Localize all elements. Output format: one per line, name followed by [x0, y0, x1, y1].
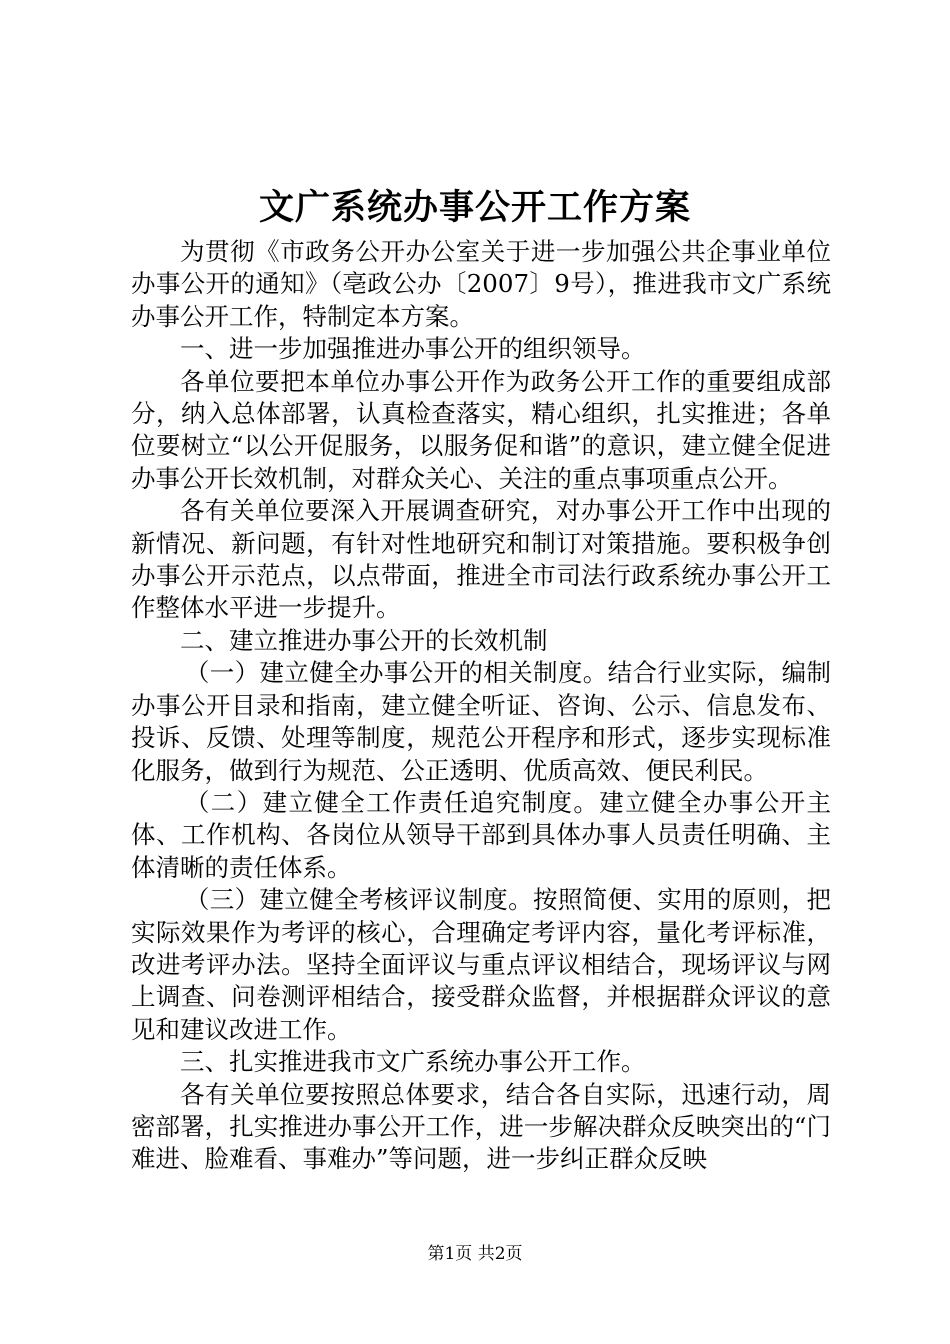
section-2-item-2: （二）建立健全工作责任追究制度。建立健全办事公开主体、工作机构、各岗位从领导干部到具体办事人员责任明确、主体清晰的责任体系。	[131, 787, 831, 882]
section-1-paragraph-2: 各有关单位要深入开展调查研究，对办事公开工作中出现的新情况、新问题，有针对性地研究和制订对策措施。要积极争创办事公开示范点，以点带面，推进全市司法行政系统办事公开工作整体水平进一步提升。	[131, 496, 831, 623]
intro-paragraph: 为贯彻《市政务公开办公室关于进一步加强公共企事业单位办事公开的通知》（亳政公办〔2007〕9号），推进我市文广系统办事公开工作，特制定本方案。	[131, 237, 831, 331]
section-heading-1: 一、进一步加强推进办事公开的组织领导。	[180, 334, 646, 364]
page-number: 第1页 共2页	[427, 1244, 523, 1264]
section-heading-2: 二、建立推进办事公开的长效机制	[180, 625, 548, 655]
document-body	[131, 236, 831, 1176]
section-1-paragraph-1: 各单位要把本单位办事公开作为政务公开工作的重要组成部分，纳入总体部署，认真检查落实，精心组织，扎实推进；各单位要树立“以公开促服务，以服务促和谐”的意识，建立健全促进办事公开长效机制，对群众关心、关注的重点事项重点公开。	[131, 366, 831, 493]
section-3-paragraph-1: 各有关单位要按照总体要求，结合各自实际，迅速行动，周密部署，扎实推进办事公开工作，进一步解决群众反映突出的“门难进、脸难看、事难办”等问题，进一步纠正群众反映	[131, 1079, 831, 1174]
section-heading-3: 三、扎实推进我市文广系统办事公开工作。	[180, 1047, 646, 1077]
document-title: 文广系统办事公开工作方案	[258, 187, 691, 228]
section-2-item-3: （三）建立健全考核评议制度。按照简便、实用的原则，把实际效果作为考评的核心，合理确定考评内容，量化考评标准，改进考评办法。坚持全面评议与重点评议相结合，现场评议与网上调查、问卷测评相结合，接受群众监督，并根据群众评议的意见和建议改进工作。	[131, 885, 831, 1044]
section-2-item-1: （一）建立健全办事公开的相关制度。结合行业实际，编制办事公开目录和指南，建立健全听证、咨询、公示、信息发布、投诉、反馈、处理等制度，规范公开程序和形式，逐步实现标准化服务，做到行为规范、公正透明、优质高效、便民利民。	[131, 658, 831, 785]
